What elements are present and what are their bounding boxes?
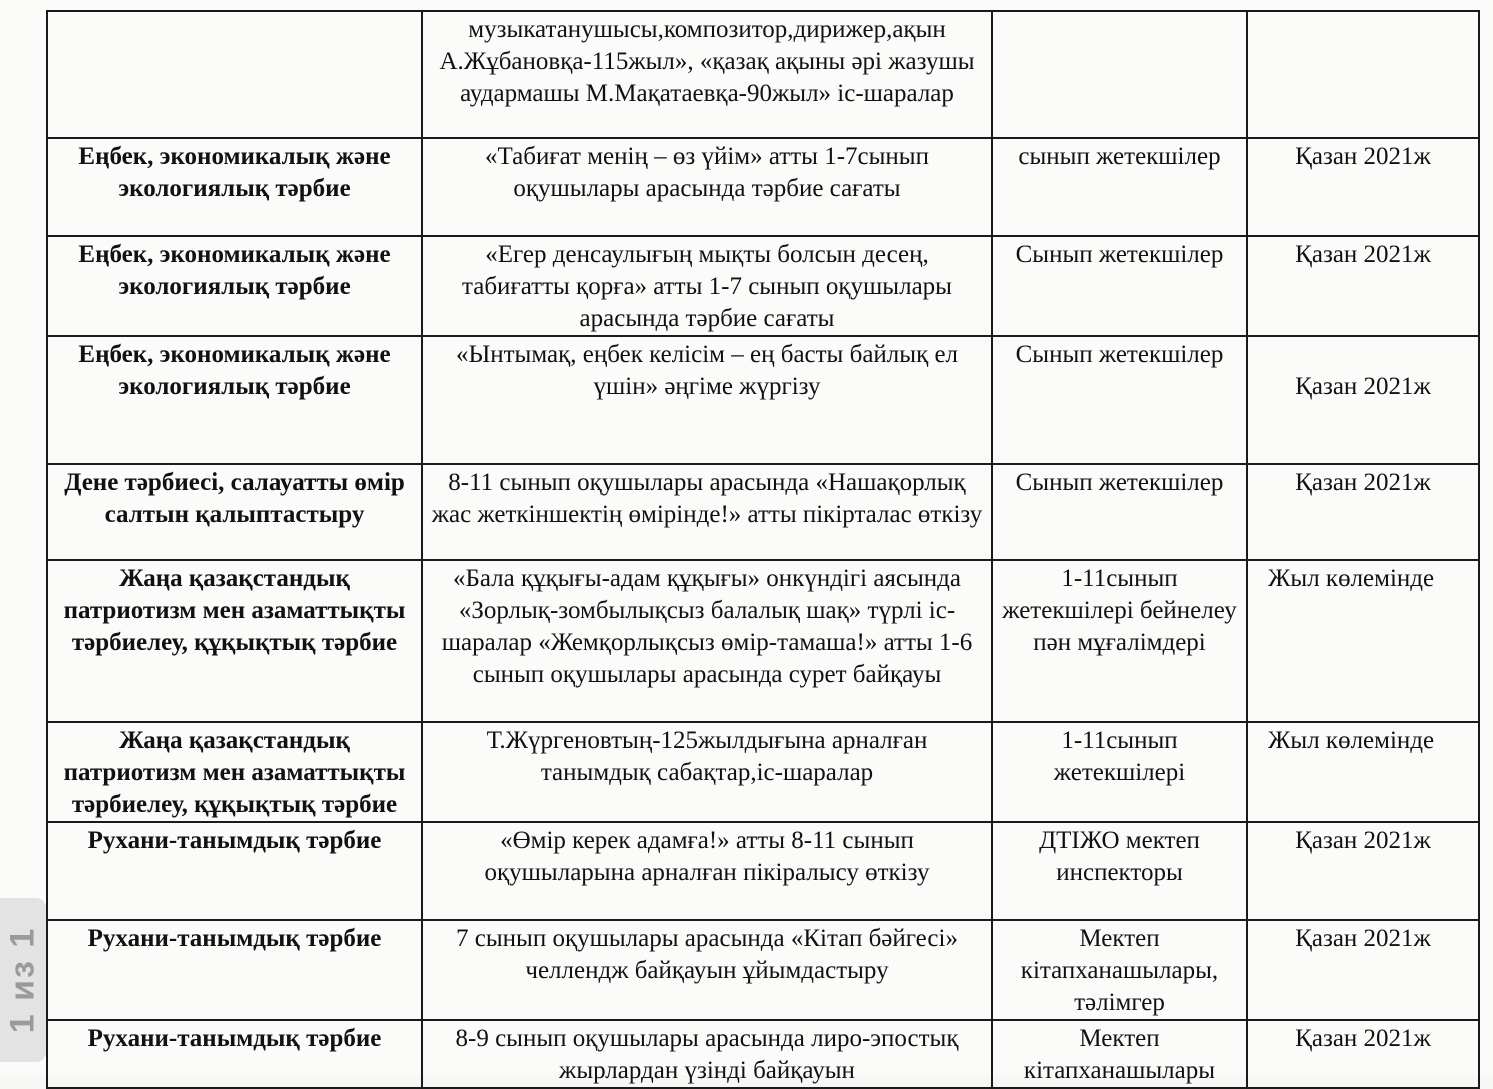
date-cell: Қазан 2021ж [1247, 822, 1479, 920]
table-row [47, 920, 1479, 1020]
event-cell: 7 сынып оқушылары арасында «Кітап бәйгесі» челлендж байқауын ұйымдастыру [422, 920, 992, 1020]
responsible-cell: сынып жетекшілер [992, 138, 1247, 236]
responsible-cell: 1-11сынып жетекшілері [992, 722, 1247, 822]
responsible-cell [992, 11, 1247, 138]
event-cell: «Бала құқығы-адам құқығы» онкүндігі аясында «Зорлық-зомбылықсыз балалық шақ» түрлі іс-шаралар «Жемқорлықсыз өмір-тамаша!» атты 1-6 сынып оқушылары арасында сурет байқауы [422, 560, 992, 722]
direction-cell [47, 11, 422, 138]
direction-cell: Рухани-танымдық тәрбие [47, 920, 422, 1020]
date-cell: Қазан 2021ж [1247, 464, 1479, 560]
date-cell [1247, 11, 1479, 138]
responsible-cell: Мектеп кітапханашылары, тәлімгер [992, 920, 1247, 1020]
table-row [47, 336, 1479, 464]
direction-cell: Еңбек, экономикалық және экологиялық тәрбие [47, 336, 422, 464]
events-plan-table [46, 10, 1480, 1089]
date-cell: Қазан 2021ж [1247, 138, 1479, 236]
direction-cell: Рухани-танымдық тәрбие [47, 1020, 422, 1088]
event-cell: «Ынтымақ, еңбек келісім – ең басты байлық ел үшін» әңгіме жүргізу [422, 336, 992, 464]
date-cell: Жыл көлемінде [1247, 560, 1479, 722]
responsible-cell: Сынып жетекшілер [992, 236, 1247, 336]
date-cell: Қазан 2021ж [1247, 236, 1479, 336]
event-cell: «Егер денсаулығың мықты болсын десең, табиғатты қорға» атты 1-7 сынып оқушылары арасында тәрбие сағаты [422, 236, 992, 336]
event-cell: музыкатанушысы,композитор,дирижер,ақын А.Жұбановқа-115жыл», «қазақ ақыны әрі жазушы аудармашы М.Мақатаевқа-90жыл» іс-шаралар [422, 11, 992, 138]
responsible-cell: ДТІЖО мектеп инспекторы [992, 822, 1247, 920]
direction-cell: Еңбек, экономикалық және экологиялық тәрбие [47, 236, 422, 336]
direction-cell: Рухани-танымдық тәрбие [47, 822, 422, 920]
event-cell: «Табиғат менің – өз үйім» атты 1-7сынып оқушылары арасында тәрбие сағаты [422, 138, 992, 236]
date-cell: Қазан 2021ж [1247, 1020, 1479, 1088]
table-row [47, 1020, 1479, 1088]
event-cell: 8-9 сынып оқушылары арасында лиро-эпостық жырлардан үзінді байқауын [422, 1020, 992, 1088]
event-cell: Т.Жүргеновтың-125жылдығына арналған танымдық сабақтар,іс-шаралар [422, 722, 992, 822]
table-row [47, 722, 1479, 822]
page-indicator [0, 898, 46, 1062]
table-row [47, 236, 1479, 336]
responsible-cell: Сынып жетекшілер [992, 336, 1247, 464]
responsible-cell: Мектеп кітапханашылары [992, 1020, 1247, 1088]
direction-cell: Жаңа қазақстандық патриотизм мен азаматтықты тәрбиелеу, құқықтық тәрбие [47, 722, 422, 822]
responsible-cell: Сынып жетекшілер [992, 464, 1247, 560]
table-row [47, 11, 1479, 138]
table-row [47, 560, 1479, 722]
table-row [47, 822, 1479, 920]
direction-cell: Еңбек, экономикалық және экологиялық тәрбие [47, 138, 422, 236]
table-row [47, 138, 1479, 236]
direction-cell: Жаңа қазақстандық патриотизм мен азаматтықты тәрбиелеу, құқықтық тәрбие [47, 560, 422, 722]
direction-cell: Дене тәрбиесі, салауатты өмір салтын қалыптастыру [47, 464, 422, 560]
date-cell: Қазан 2021ж [1247, 336, 1479, 464]
event-cell: «Өмір керек адамға!» атты 8-11 сынып оқушыларына арналған пікіралысу өткізу [422, 822, 992, 920]
responsible-cell: 1-11сынып жетекшілері бейнелеу пән мұғалімдері [992, 560, 1247, 722]
date-cell: Қазан 2021ж [1247, 920, 1479, 1020]
date-cell: Жыл көлемінде [1247, 722, 1479, 822]
table-row [47, 464, 1479, 560]
page-indicator-label: 1 из 1 [3, 926, 42, 1034]
event-cell: 8-11 сынып оқушылары арасында «Нашақорлық жас жеткіншектің өмірінде!» атты пікірталас өткізу [422, 464, 992, 560]
